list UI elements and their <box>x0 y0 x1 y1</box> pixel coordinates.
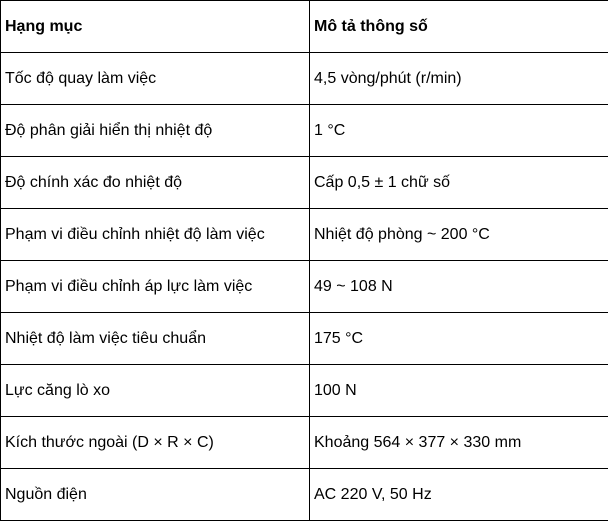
table-row <box>1 417 608 469</box>
row-value-cell: 1 °C <box>310 105 608 157</box>
header-description: Mô tả thông số <box>310 1 608 53</box>
row-value-cell: 49 ~ 108 N <box>310 261 608 313</box>
row-item-cell: Độ phân giải hiển thị nhiệt độ <box>1 105 310 157</box>
row-item-cell: Tốc độ quay làm việc <box>1 53 310 105</box>
table-row <box>1 157 608 209</box>
row-value-cell: 100 N <box>310 365 608 417</box>
table-row <box>1 105 608 157</box>
row-item-cell: Phạm vi điều chỉnh nhiệt độ làm việc <box>1 209 310 261</box>
row-value-cell: Cấp 0,5 ± 1 chữ số <box>310 157 608 209</box>
header-item: Hạng mục <box>1 1 310 53</box>
row-item-cell: Kích thước ngoài (D × R × C) <box>1 417 310 469</box>
row-item-cell: Nguồn điện <box>1 469 310 521</box>
row-value-cell: Nhiệt độ phòng ~ 200 °C <box>310 209 608 261</box>
row-value-cell: 175 °C <box>310 313 608 365</box>
row-value-cell: Khoảng 564 × 377 × 330 mm <box>310 417 608 469</box>
table-row <box>1 313 608 365</box>
row-item-cell: Nhiệt độ làm việc tiêu chuẩn <box>1 313 310 365</box>
row-value-cell: 4,5 vòng/phút (r/min) <box>310 53 608 105</box>
row-item-cell: Lực căng lò xo <box>1 365 310 417</box>
table-row <box>1 261 608 313</box>
table-header-row <box>1 1 608 53</box>
table-row <box>1 469 608 521</box>
table-row <box>1 365 608 417</box>
row-item-cell: Độ chính xác đo nhiệt độ <box>1 157 310 209</box>
table-row <box>1 209 608 261</box>
row-item-cell: Phạm vi điều chỉnh áp lực làm việc <box>1 261 310 313</box>
row-value-cell: AC 220 V, 50 Hz <box>310 469 608 521</box>
table-row <box>1 53 608 105</box>
